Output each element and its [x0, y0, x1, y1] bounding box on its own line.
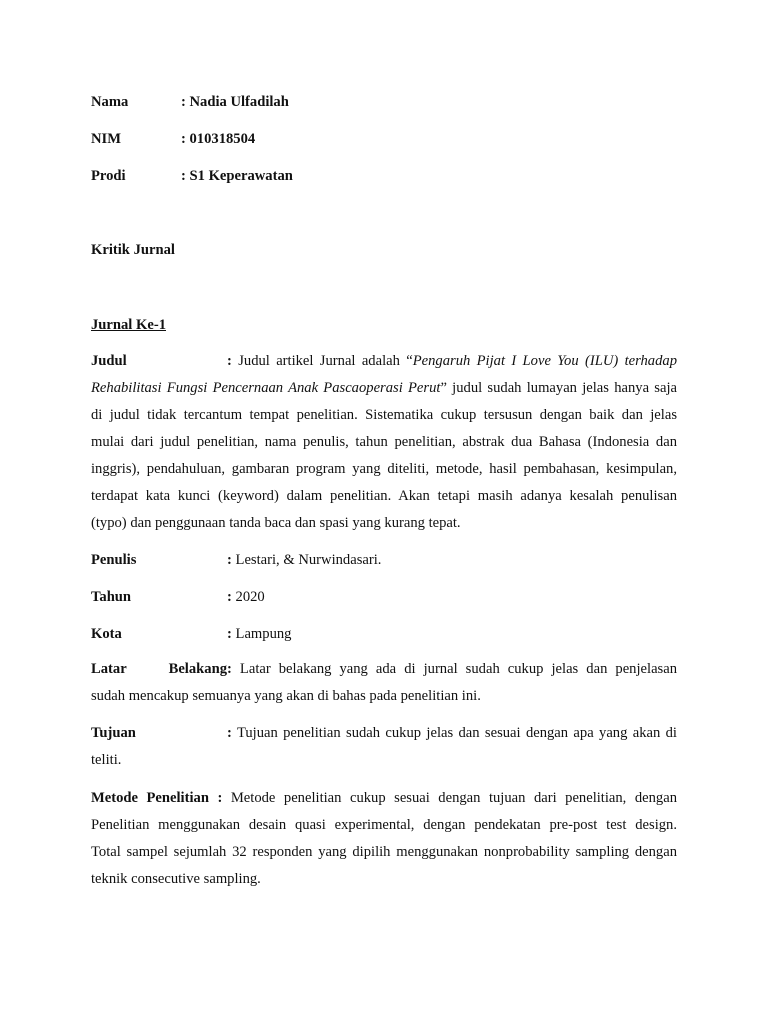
latar-label: Latar Belakang: [91, 661, 227, 677]
latar-line-2: sudah mencakup semuanya yang akan di bahas pada penelitian ini.: [91, 688, 481, 704]
nim-label: NIM: [91, 131, 121, 147]
kota-colon: :: [227, 626, 232, 642]
tujuan-line1: Tujuan penelitian sudah cukup jelas dan sesuai dengan apa yang akan di: [231, 725, 677, 741]
tujuan-line-2: teliti.: [91, 752, 122, 768]
judul-line-2: [91, 375, 677, 402]
kota-label: Kota: [91, 626, 122, 642]
judul-line2-post: ” judul sudah lumayan jelas hanya saja: [440, 380, 677, 396]
metode-line-1: [91, 785, 677, 812]
judul-line-3: di judul tidak tercantum tempat penelitian. Sistematika cukup tersusun dengan baik dan jelas: [91, 407, 677, 423]
metode-paragraph: [91, 785, 677, 893]
metode-line-3: Total sampel sejumlah 32 responden yang dipilih menggunakan nonprobability sampling dengan: [91, 844, 677, 860]
nama-row: [91, 93, 289, 111]
judul-label: Judul: [91, 353, 127, 369]
latar-line1: Latar belakang yang ada di jurnal sudah cukup jelas dan penjelasan: [231, 661, 677, 677]
judul-line-5: inggris), pendahuluan, gambaran program yang diteliti, metode, hasil pembahasan, kesimpulan,: [91, 461, 677, 477]
latar-colon: :: [227, 661, 232, 677]
section-title: Kritik Jurnal: [91, 242, 175, 258]
penulis-row: [91, 551, 381, 569]
judul-line-4: mulai dari judul penelitian, nama penulis, tahun penelitian, abstrak dua Bahasa (Indonesia dan: [91, 434, 677, 450]
kota-row: [91, 625, 291, 643]
judul-line1-italic: Pengaruh Pijat I Love You (ILU) terhadap: [412, 353, 677, 369]
judul-line-1: [91, 348, 677, 375]
metode-line-2: Penelitian menggunakan desain quasi experimental, dengan pendekatan pre-post test design.: [91, 817, 677, 833]
prodi-row: [91, 167, 293, 185]
journal-heading: Jurnal Ke-1: [91, 317, 166, 333]
tujuan-colon: :: [227, 725, 232, 741]
judul-line2-italic: Rehabilitasi Fungsi Pencernaan Anak Pascaoperasi Perut: [91, 380, 441, 396]
prodi-value: : S1 Keperawatan: [181, 168, 293, 184]
nama-label: Nama: [91, 94, 129, 110]
tahun-label: Tahun: [91, 589, 132, 605]
judul-colon: :: [227, 353, 232, 369]
metode-line-4: teknik consecutive sampling.: [91, 871, 261, 887]
metode-line1: Metode penelitian cukup sesuai dengan tujuan dari penelitian, dengan: [222, 790, 677, 806]
judul-paragraph: [91, 348, 677, 537]
kota-value: Lampung: [231, 626, 292, 642]
nama-value: : Nadia Ulfadilah: [181, 94, 289, 110]
metode-label: Metode Penelitian :: [91, 790, 223, 806]
latar-line-1: [91, 656, 677, 683]
tahun-row: [91, 588, 265, 606]
prodi-label: Prodi: [91, 168, 126, 184]
tahun-value: 2020: [231, 589, 265, 605]
judul-line-6: terdapat kata kunci (keyword) dalam penelitian. Akan tetapi masih adanya kesalah penulisan: [91, 488, 677, 504]
latar-paragraph: [91, 656, 677, 710]
penulis-label: Penulis: [91, 552, 137, 568]
tujuan-label: Tujuan: [91, 725, 136, 741]
nim-value: : 010318504: [181, 131, 256, 147]
judul-line1-pre: Judul artikel Jurnal adalah “: [231, 353, 413, 369]
penulis-value: Lestari, & Nurwindasari.: [231, 552, 382, 568]
nim-row: [91, 130, 255, 148]
penulis-colon: :: [227, 552, 232, 568]
tujuan-line-1: [91, 720, 677, 747]
judul-line-7: (typo) dan penggunaan tanda baca dan spasi yang kurang tepat.: [91, 515, 461, 531]
tujuan-paragraph: [91, 720, 677, 774]
tahun-colon: :: [227, 589, 232, 605]
